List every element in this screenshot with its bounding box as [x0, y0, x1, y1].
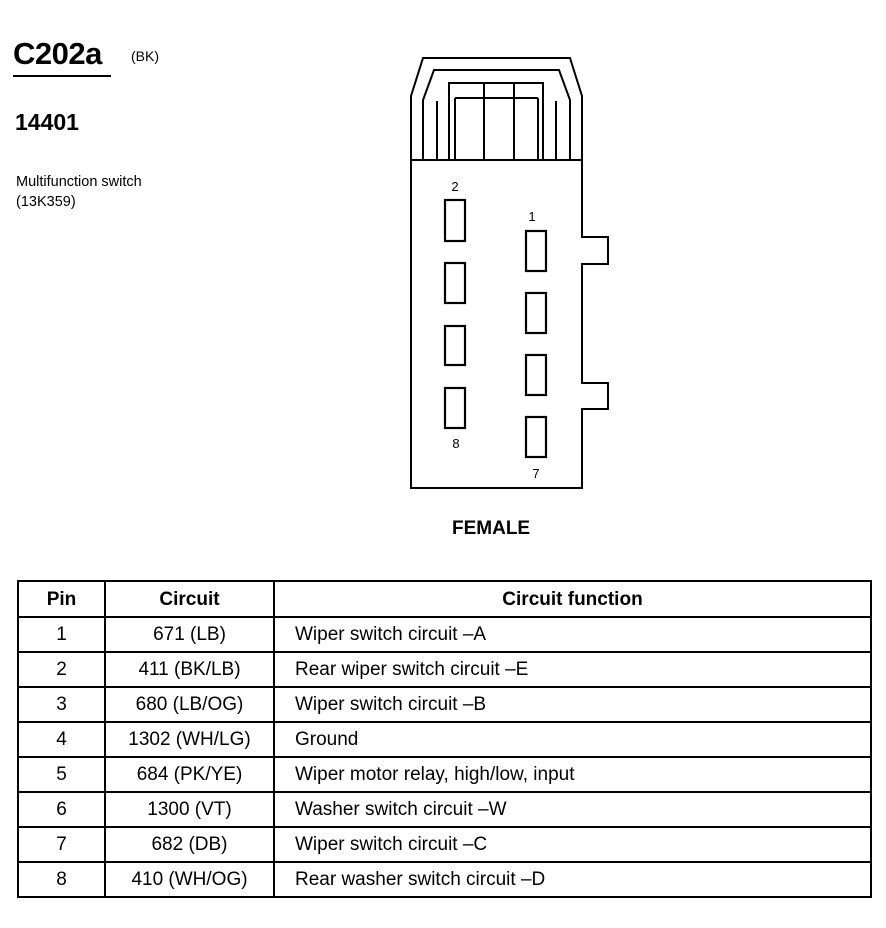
pin-cell: 8 — [18, 862, 105, 897]
function-cell: Wiper switch circuit –C — [274, 827, 871, 862]
circuit-cell: 682 (DB) — [105, 827, 274, 862]
pin-cell: 7 — [18, 827, 105, 862]
function-cell: Wiper motor relay, high/low, input — [274, 757, 871, 792]
connector-id: C202a — [13, 36, 102, 71]
description-line-1: Multifunction switch — [16, 174, 142, 190]
cavity-6 — [445, 326, 465, 365]
pin-label-7: 7 — [532, 466, 540, 481]
circuit-cell: 1302 (WH/LG) — [105, 722, 274, 757]
header-circuit-function: Circuit function — [274, 581, 871, 617]
pin-cell: 5 — [18, 757, 105, 792]
table-header-row — [18, 581, 871, 617]
table-row — [18, 792, 871, 827]
connector-gender: FEMALE — [452, 518, 531, 539]
circuit-cell: 1300 (VT) — [105, 792, 274, 827]
pin-cell: 4 — [18, 722, 105, 757]
pin-label-8: 8 — [452, 436, 460, 451]
table-row — [18, 827, 871, 862]
table-row — [18, 652, 871, 687]
table-row — [18, 722, 871, 757]
circuit-cell: 684 (PK/YE) — [105, 757, 274, 792]
description-line-2: (13K359) — [16, 194, 76, 210]
cavity-7 — [526, 417, 546, 457]
header-circuit: Circuit — [105, 581, 274, 617]
function-cell: Rear washer switch circuit –D — [274, 862, 871, 897]
pin-cell: 1 — [18, 617, 105, 652]
function-cell: Wiper switch circuit –A — [274, 617, 871, 652]
cavity-2 — [445, 200, 465, 241]
pin-cavities — [445, 200, 546, 457]
connector-body — [411, 160, 608, 488]
cavity-5 — [526, 355, 546, 395]
function-cell: Ground — [274, 722, 871, 757]
table-row — [18, 687, 871, 722]
table-row — [18, 862, 871, 897]
pin-cell: 3 — [18, 687, 105, 722]
connector-housing — [411, 58, 608, 488]
connector-color: (BK) — [131, 48, 159, 64]
function-cell: Washer switch circuit –W — [274, 792, 871, 827]
pin-label-1: 1 — [528, 209, 536, 224]
circuit-cell: 410 (WH/OG) — [105, 862, 274, 897]
part-number: 14401 — [15, 109, 79, 135]
table-row — [18, 617, 871, 652]
function-cell: Wiper switch circuit –B — [274, 687, 871, 722]
circuit-cell: 671 (LB) — [105, 617, 274, 652]
cavity-4 — [445, 263, 465, 303]
cavity-1 — [526, 231, 546, 271]
pin-cell: 2 — [18, 652, 105, 687]
pin-label-2: 2 — [451, 179, 459, 194]
header-pin: Pin — [18, 581, 105, 617]
cavity-8 — [445, 388, 465, 428]
lock-tab — [449, 83, 543, 160]
function-cell: Rear wiper switch circuit –E — [274, 652, 871, 687]
table-row — [18, 757, 871, 792]
pin-cell: 6 — [18, 792, 105, 827]
circuit-cell: 680 (LB/OG) — [105, 687, 274, 722]
pinout-table — [17, 580, 872, 898]
cavity-3 — [526, 293, 546, 333]
circuit-cell: 411 (BK/LB) — [105, 652, 274, 687]
